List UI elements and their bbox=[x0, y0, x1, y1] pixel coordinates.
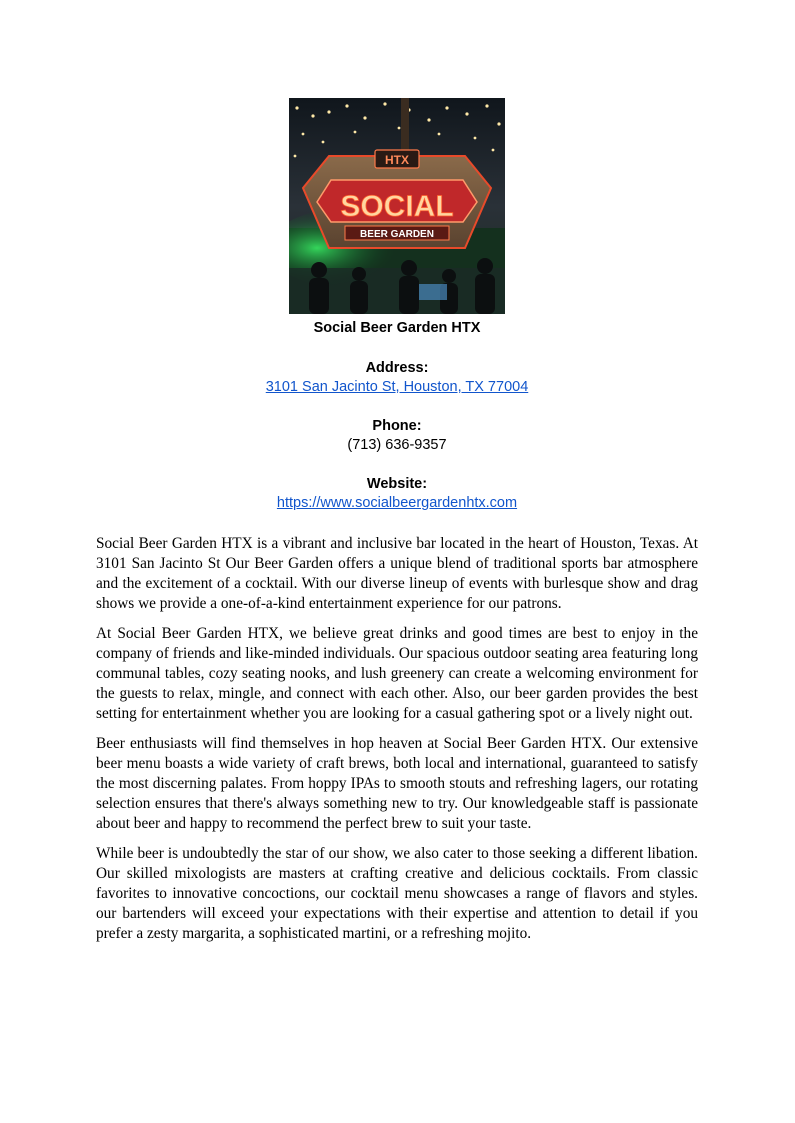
page-title: Social Beer Garden HTX bbox=[313, 320, 481, 336]
paragraph-beer: Beer enthusiasts will find themselves in hop heaven at Social Beer Garden HTX. Our extensive beer menu boasts a wide variety of craft brews, both local and international, guaranteed to satisfy the most discerning palates. From hoppy IPAs to smooth stouts and refreshing lagers, our rotating selection ensures that there's always something new to try. Our knowledgeable staff is passionate about beer and happy to recommend the perfect brew to suit your taste. bbox=[96, 735, 698, 832]
paragraph-cocktails: While beer is undoubtedly the star of our show, we also cater to those seeking a different libation. Our skilled mixologists are masters at crafting creative and delicious cocktails. From classic favorites to innovative concoctions, our cocktail menu showcases a range of flavors and styles. our bartenders will exceed your expectations with their expertise and attention to detail if you prefer a zesty margarita, a sophisticated martini, or a refreshing mojito. bbox=[96, 845, 698, 942]
phone-label: Phone: bbox=[372, 418, 422, 434]
website-link[interactable]: https://www.socialbeergardenhtx.com bbox=[276, 495, 518, 511]
website-line bbox=[96, 494, 698, 513]
sign-htx-text: HTX bbox=[385, 153, 409, 167]
paragraph-intro: Social Beer Garden HTX is a vibrant and inclusive bar located in the heart of Houston, Texas. At 3101 San Jacinto St Our Beer Garden offers a unique blend of traditional sports bar atmosphere and the excitement of a cocktail. With our diverse lineup of events with burlesque show and drag shows we provide a one-of-a-kind entertainment experience for our patrons. bbox=[96, 535, 698, 612]
website-label: Website: bbox=[366, 476, 428, 492]
sign-social-text: SOCIAL bbox=[340, 190, 454, 223]
address-link[interactable]: 3101 San Jacinto St, Houston, TX 77004 bbox=[265, 379, 529, 395]
sign-beer-garden-text: BEER GARDEN bbox=[360, 229, 434, 240]
phone-value: (713) 636-9357 bbox=[347, 437, 447, 453]
address-label: Address: bbox=[365, 360, 429, 376]
paragraph-atmosphere: At Social Beer Garden HTX, we believe great drinks and good times are best to enjoy in the company of friends and like-minded individuals. Our spacious outdoor seating area featuring long communal tables, cozy seating nooks, and lush greenery can create a welcoming environment for the guests to relax, mingle, and connect with each other. Also, our beer garden provides the best setting for entertainment whether you are looking for a casual gathering spot or a lively night out. bbox=[96, 625, 698, 722]
venue-photo bbox=[289, 98, 505, 314]
address-line bbox=[96, 378, 698, 397]
description bbox=[96, 534, 698, 954]
